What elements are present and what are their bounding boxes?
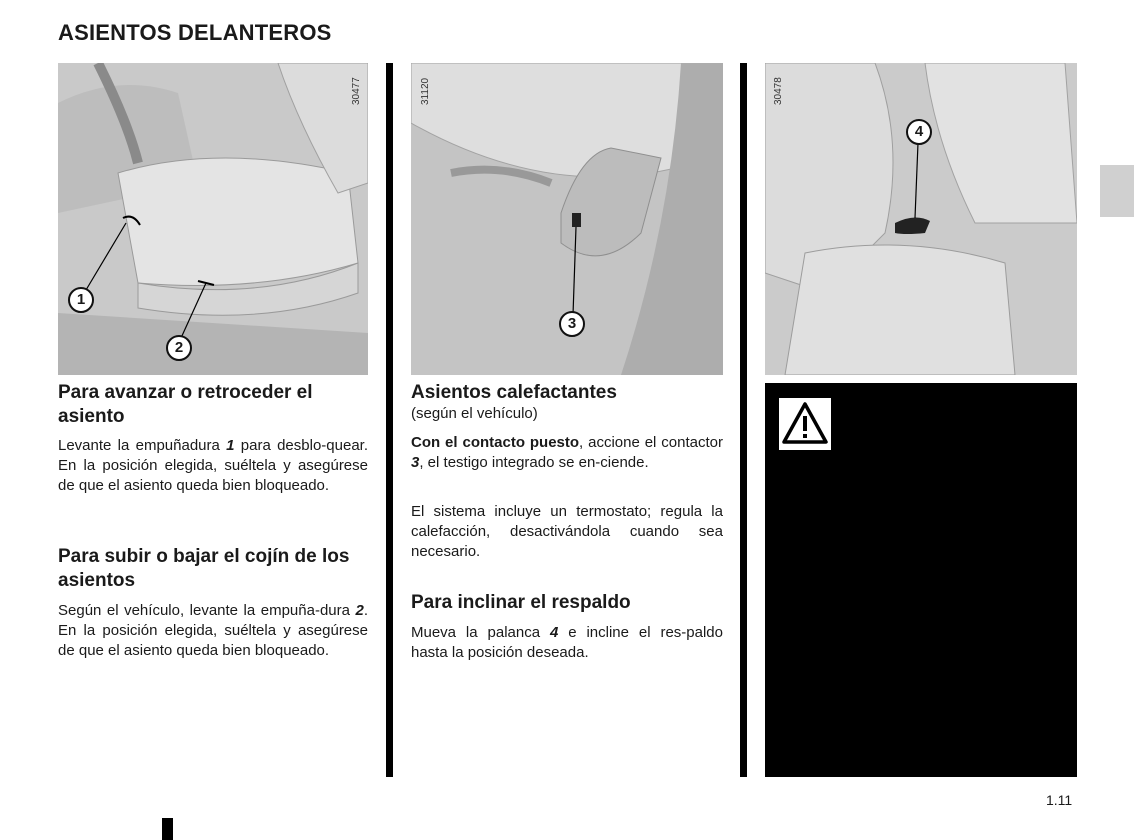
section-subtitle: (según el vehículo)	[411, 405, 538, 422]
section-heading-backrest: Para inclinar el respaldo	[411, 592, 631, 613]
warning-triangle-icon	[779, 398, 831, 450]
callout-2: 2	[166, 335, 192, 361]
section-body-heated-seats-2: El sistema incluye un termostato; regula la calefacción, desactivándola cuando sea necesario.	[411, 503, 723, 560]
section-body-seat-slide	[58, 436, 368, 496]
callout-3: 3	[559, 311, 585, 337]
column-divider	[386, 63, 393, 777]
section-heading-seat-slide: Para avanzar o retroceder el asiento	[58, 382, 313, 427]
callout-4: 4	[906, 119, 932, 145]
text-run: para desblo-quear. En la posición elegida, suéltela y asegúrese de que el asiento queda bien bloqueado.	[58, 437, 368, 494]
column-divider	[740, 63, 747, 777]
section-heading-cushion: Para subir o bajar el cojín de los asientos	[58, 546, 350, 591]
text-run: Mueva la palanca	[411, 624, 550, 641]
section-body-backrest	[411, 623, 723, 663]
figure-code: 30477	[351, 77, 362, 105]
crop-mark	[162, 818, 173, 840]
figure-seat-slide	[58, 63, 368, 375]
text-run: e incline el res-paldo hasta la posición deseada.	[411, 624, 723, 661]
reference-4: 4	[549, 624, 559, 641]
figure-code: 31120	[420, 77, 431, 105]
page-number: 1.11	[1046, 792, 1073, 808]
figure-backrest	[765, 63, 1077, 375]
bold-run: Con el contacto puesto	[411, 434, 580, 451]
text-run: , el testigo integrado se en-ciende.	[419, 454, 649, 471]
figure-code: 30478	[773, 77, 784, 105]
reference-3: 3	[411, 454, 420, 471]
callout-1: 1	[68, 287, 94, 313]
section-body-cushion	[58, 601, 368, 661]
section-heading-heated-seats: Asientos calefactantes	[411, 382, 617, 403]
section-body-heated-seats-1	[411, 433, 723, 473]
seat-slide-illustration	[58, 63, 368, 375]
text-run: , accione el contactor	[579, 434, 723, 451]
reference-2: 2	[355, 602, 364, 619]
text-run: Levante la empuñadura	[58, 437, 227, 454]
backrest-illustration	[765, 63, 1077, 375]
page-title: ASIENTOS DELANTEROS	[58, 20, 332, 45]
text-run: Según el vehículo, levante la empuña-dura	[58, 602, 356, 619]
reference-1: 1	[226, 437, 235, 454]
chapter-tab	[1100, 165, 1134, 217]
text-run: . En la posición elegida, suéltela y asegúrese de que el asiento queda bien bloqueado.	[58, 602, 368, 659]
warning-triangle-icon	[778, 397, 832, 451]
